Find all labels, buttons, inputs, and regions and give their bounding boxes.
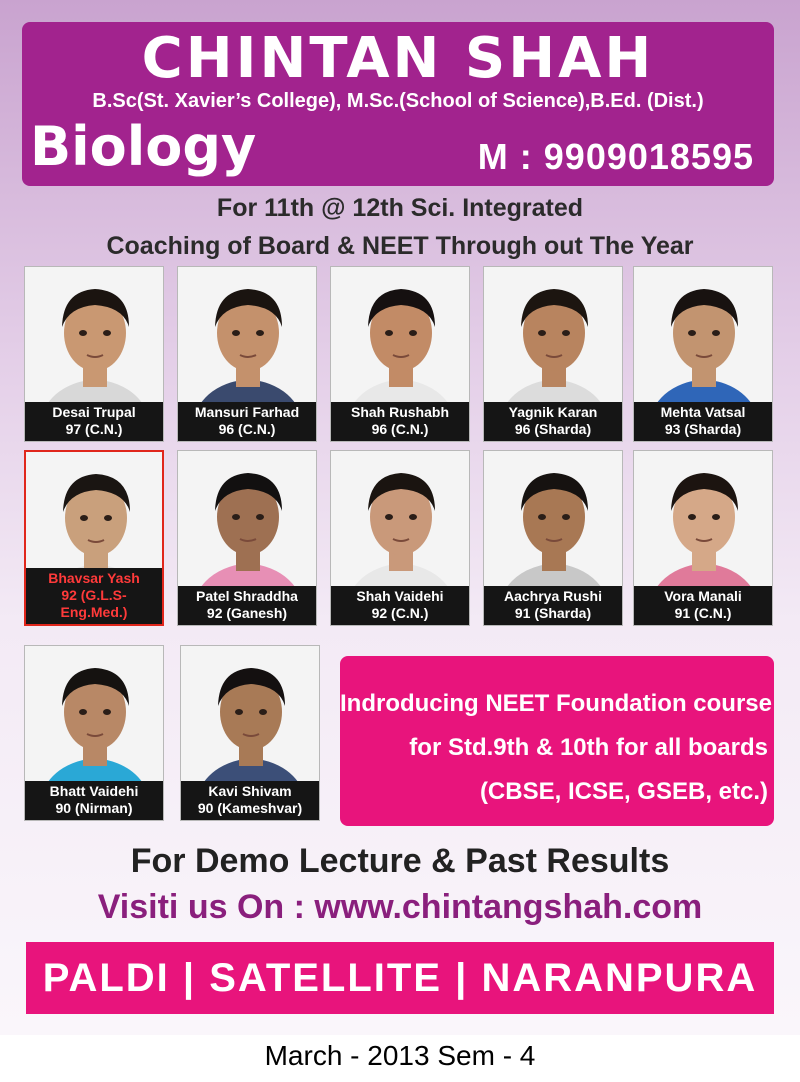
student-score: 93 (Sharda)	[664, 421, 742, 437]
student-caption	[178, 402, 316, 441]
neet-line2: for Std.9th & 10th for all boards	[409, 734, 768, 761]
student-photo-card	[330, 450, 470, 626]
teacher-name: CHINTAN SHAH	[141, 26, 655, 91]
student-photo-card	[483, 266, 623, 442]
student-score: 96 (C.N.)	[218, 421, 276, 437]
student-name: Bhatt Vaidehi	[49, 783, 139, 799]
student-name: Bhavsar Yash	[48, 570, 140, 586]
student-name: Aachrya Rushi	[503, 588, 603, 604]
student-photo-card	[180, 645, 320, 821]
student-score: 92 (Ganesh)	[206, 605, 288, 621]
neet-line1: Indroducing NEET Foundation course	[340, 690, 772, 717]
student-photo-card	[330, 266, 470, 442]
student-photo-card	[483, 450, 623, 626]
student-name: Shah Vaidehi	[356, 588, 444, 604]
student-caption	[484, 402, 622, 441]
subject-title: Biology	[30, 115, 257, 178]
student-caption	[634, 402, 772, 441]
student-score: 96 (C.N.)	[371, 421, 429, 437]
student-score: 96 (Sharda)	[514, 421, 592, 437]
student-score: 91 (C.N.)	[674, 605, 732, 621]
student-photo-card	[633, 450, 773, 626]
student-caption	[331, 586, 469, 625]
student-name: Shah Rushabh	[350, 404, 449, 420]
student-score: 97 (C.N.)	[65, 421, 123, 437]
student-score: 91 (Sharda)	[514, 605, 592, 621]
student-name: Mehta Vatsal	[660, 404, 746, 420]
website-text: Visiti us On : www.chintangshah.com	[97, 888, 703, 926]
student-score: 92 (C.N.)	[371, 605, 429, 621]
tagline-line2: Coaching of Board & NEET Through out The Year	[106, 232, 694, 260]
student-photo-card	[177, 266, 317, 442]
student-score: 90 (Nirman)	[55, 800, 133, 816]
student-name: Mansuri Farhad	[194, 404, 300, 420]
student-caption	[331, 402, 469, 441]
student-photo-card	[24, 450, 164, 626]
student-name: Patel Shraddha	[196, 588, 298, 604]
header-banner	[22, 22, 774, 186]
tagline-line1: For 11th @ 12th Sci. Integrated	[216, 194, 584, 222]
student-name: Yagnik Karan	[508, 404, 598, 420]
student-photo-card	[24, 266, 164, 442]
student-caption	[178, 586, 316, 625]
student-photo-card	[177, 450, 317, 626]
neet-line3: (CBSE, ICSE, GSEB, etc.)	[479, 778, 768, 805]
mobile-number: M : 9909018595	[477, 136, 754, 177]
student-caption	[181, 781, 319, 820]
demo-lecture-text: For Demo Lecture & Past Results	[130, 842, 670, 880]
student-caption	[26, 568, 162, 624]
student-photo-card	[24, 645, 164, 821]
student-caption	[634, 586, 772, 625]
student-name: Kavi Shivam	[208, 783, 292, 799]
qualifications: B.Sc(St. Xavier’s College), M.Sc.(School of Science),B.Ed. (Dist.)	[92, 90, 704, 112]
footer-date: March - 2013 Sem - 4	[264, 1040, 536, 1071]
student-caption	[25, 781, 163, 820]
locations-bar: PALDI | SATELLITE | NARANPURA	[26, 942, 774, 1014]
student-photo-card	[633, 266, 773, 442]
student-name: Desai Trupal	[52, 404, 136, 420]
student-caption	[25, 402, 163, 441]
student-score: 92 (G.L.S- Eng.Med.)	[60, 587, 128, 620]
student-name: Vora Manali	[664, 588, 742, 604]
student-score: 90 (Kameshvar)	[197, 800, 303, 816]
neet-foundation-box	[340, 656, 774, 826]
student-caption	[484, 586, 622, 625]
